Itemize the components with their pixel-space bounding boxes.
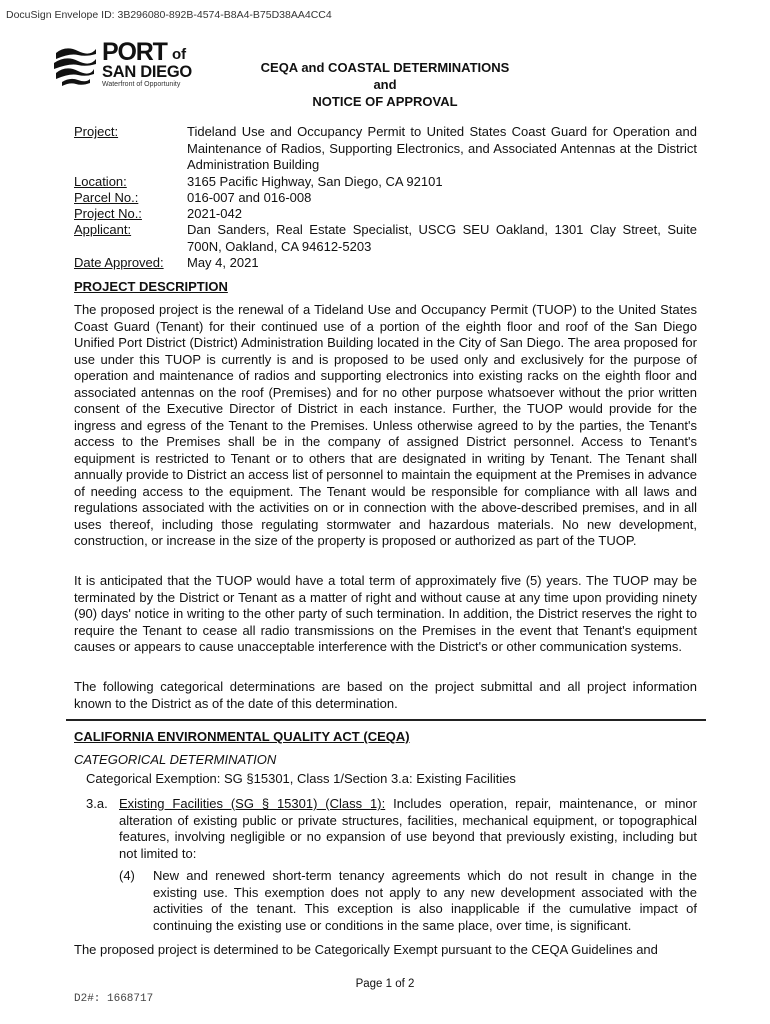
project-label: Project:	[74, 124, 119, 139]
project-value: Tideland Use and Occupancy Permit to United States Coast Guard for Operation and Maintenance of Radios, Supporting Electronics, and Associated Antennas at the District Administration Building	[187, 124, 697, 172]
item-number: 3.a.	[86, 796, 108, 811]
parcel-label: Parcel No.:	[74, 190, 139, 205]
logo-of-text: of	[172, 46, 187, 63]
section-divider	[66, 719, 706, 721]
applicant-label: Applicant:	[74, 222, 132, 237]
existing-facilities-item	[119, 796, 697, 862]
existing-facilities-body: Includes operation, repair, maintenance, or minor alteration of existing public or private structures, facilities, mechanical equipment, or topographical features, involving negligible or no expansion of use beyond that previously existing, including but not limited to:	[119, 796, 697, 861]
port-of-san-diego-logo	[52, 38, 212, 91]
sub-item-number: (4)	[119, 868, 135, 883]
final-determination-text: The proposed project is determined to be Categorically Exempt pursuant to the CEQA Guidelines and	[74, 942, 658, 957]
location-label: Location:	[74, 174, 127, 189]
sub-item-text: New and renewed short-term tenancy agreements which do not result in change in the existing use. This exemption does not apply to any new development associated with the activities of the tenant. This exception is also inapplicable if the cumulative impact of continuing the existing use or conditions in the same place, over time, is significant.	[153, 868, 697, 933]
location-value: 3165 Pacific Highway, San Diego, CA 92101	[187, 174, 443, 189]
title-line-2: and	[373, 77, 397, 92]
document-id: D2#: 1668717	[74, 993, 154, 1005]
existing-facilities-title: Existing Facilities (SG § 15301) (Class 1):	[119, 796, 386, 811]
page-number: Page 1 of 2	[355, 978, 415, 990]
docusign-envelope-id: DocuSign Envelope ID: 3B296080-892B-4574-B8A4-B75D38AA4CC4	[6, 9, 332, 21]
date-approved-value: May 4, 2021	[187, 255, 259, 270]
wave-logo-icon	[52, 43, 98, 87]
ceqa-heading: CALIFORNIA ENVIRONMENTAL QUALITY ACT (CEQA)	[74, 729, 410, 744]
logo-san-diego-text: SAN DIEGO	[102, 63, 192, 81]
logo-port-text: PORT	[102, 38, 167, 66]
applicant-value: Dan Sanders, Real Estate Specialist, USCG SEU Oakland, 1301 Clay Street, Suite 700N, Oakland, CA 94612-5203	[187, 222, 697, 254]
project-description-paragraph-3: The following categorical determinations are based on the project submittal and all project information known to the District as of the date of this determination.	[74, 679, 697, 711]
date-approved-label: Date Approved:	[74, 255, 164, 270]
project-no-value: 2021-042	[187, 206, 242, 221]
logo-tagline: Waterfront of Opportunity	[102, 81, 181, 88]
categorical-exemption-text: Categorical Exemption: SG §15301, Class 1/Section 3.a: Existing Facilities	[86, 771, 516, 786]
parcel-value: 016-007 and 016-008	[187, 190, 312, 205]
title-line-1: CEQA and COASTAL DETERMINATIONS	[260, 60, 510, 75]
categorical-determination-subheading: CATEGORICAL DETERMINATION	[74, 752, 277, 767]
project-description-heading: PROJECT DESCRIPTION	[74, 279, 228, 294]
title-line-3: NOTICE OF APPROVAL	[312, 94, 458, 109]
project-description-paragraph-2: It is anticipated that the TUOP would have a total term of approximately five (5) years. The TUOP may be terminated by the District or Tenant as a matter of right and without cause at any time upon providing ninety (90) days' notice in writing to the other party of such termination. In addition, the District reserves the right to require the Tenant to cease all radio transmissions on the Premises in the event that Tenant's equipment causes or appears to cause unacceptable interference with the District's or other communication systems.	[74, 573, 697, 654]
project-no-label: Project No.:	[74, 206, 142, 221]
project-description-paragraph-1: The proposed project is the renewal of a Tideland Use and Occupancy Permit (TUOP) to the United States Coast Guard (Tenant) for their continued use of a portion of the eighth floor and roof of the San Diego Unified Port District (District) Administration Building located in the City of San Diego. The area proposed for use under this TUOP is currently is and is proposed to be used only and exclusively for the purpose of operation and maintenance of radios and supporting electronics into existing racks on the eighth floor and associated antennas on the roof (Premises) and for no other purpose whatsoever without the prior written consent of the Executive Director of District in each instance. Further, the TUOP would provide for the ingress and egress of the Tenant to the Premises. Unless otherwise agreed to by the parties, the Tenant's access to the Premises shall be in the company of assigned District personnel. Access to Tenant's equipment is restricted to Tenant or to others that are designated in writing by Tenant. The Tenant shall annually provide to District an access list of personnel to maintain the equipment at the Premises in advance of needing access to the equipment. The Tenant would be responsible for compliance with all laws and regulations associated with the activities on or in connection with the above-described premises, and in all uses thereof, including those regulating stormwater and hazardous materials. No new development, construction, or increase in the size of the property is proposed or authorized as part of the TUOP.	[74, 302, 697, 548]
